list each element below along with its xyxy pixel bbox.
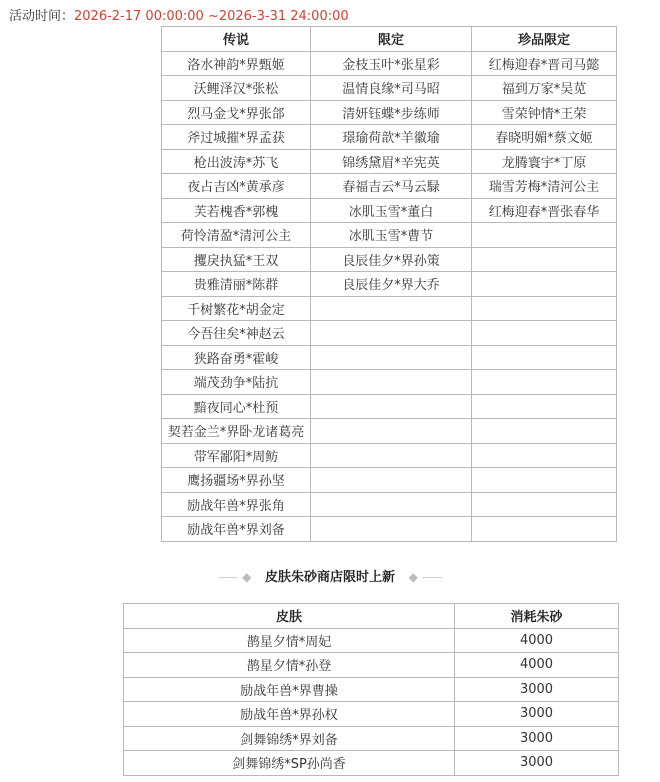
limited-skin-cell <box>311 345 472 370</box>
shop-section-title <box>0 566 660 585</box>
rare-limited-skin-cell <box>472 345 617 370</box>
table-row <box>162 443 617 468</box>
limited-skin-cell: 良辰佳夕*界大乔 <box>311 272 472 297</box>
table-row <box>162 272 617 297</box>
table-row <box>162 468 617 493</box>
table-row <box>124 653 619 678</box>
header-rare-limited: 珍品限定 <box>472 27 617 52</box>
rare-limited-skin-cell <box>472 419 617 444</box>
header-limited: 限定 <box>311 27 472 52</box>
activity-time-label: 活动时间： <box>9 9 75 24</box>
table-row <box>124 628 619 653</box>
table-row <box>162 100 617 125</box>
rare-limited-skin-cell <box>472 492 617 517</box>
legendary-skin-cell: 鹰扬疆场*界孙坚 <box>162 468 311 493</box>
table-row <box>162 247 617 272</box>
diamond-left-icon: ◆ <box>242 570 252 584</box>
shop-title-text: 皮肤朱砂商店限时上新 <box>264 570 395 585</box>
rare-limited-skin-cell: 龙腾寰宇*丁原 <box>472 149 617 174</box>
table-row <box>162 223 617 248</box>
cinnabar-cost-cell: 3000 <box>455 677 619 702</box>
cinnabar-cost-cell: 4000 <box>455 653 619 678</box>
cinnabar-cost-cell: 3000 <box>455 726 619 751</box>
rare-limited-skin-cell <box>472 247 617 272</box>
legendary-skin-cell: 夜占吉凶*黄承彦 <box>162 174 311 199</box>
shop-table-body <box>124 628 619 775</box>
table-row <box>124 677 619 702</box>
rare-limited-skin-cell <box>472 321 617 346</box>
legendary-skin-cell: 今吾往矣*神赵云 <box>162 321 311 346</box>
activity-time <box>9 5 349 24</box>
rare-limited-skin-cell: 福到万家*吴苋 <box>472 76 617 101</box>
limited-skin-cell: 冰肌玉雪*董白 <box>311 198 472 223</box>
divider-left <box>218 577 238 578</box>
limited-skin-cell: 锦绣黛眉*辛宪英 <box>311 149 472 174</box>
legendary-skin-cell: 枪出波涛*苏飞 <box>162 149 311 174</box>
legendary-skin-cell: 芙若槐香*郭槐 <box>162 198 311 223</box>
limited-skin-cell: 金枝玉叶*张星彩 <box>311 51 472 76</box>
table-row <box>162 370 617 395</box>
skin-table-header-row <box>162 27 617 52</box>
table-row <box>162 296 617 321</box>
shop-table <box>123 603 619 776</box>
header-cinnabar-cost: 消耗朱砂 <box>455 604 619 629</box>
limited-skin-cell: 冰肌玉雪*曹节 <box>311 223 472 248</box>
limited-skin-cell <box>311 296 472 321</box>
table-row <box>162 321 617 346</box>
rare-limited-skin-cell: 瑞雪芳梅*清河公主 <box>472 174 617 199</box>
shop-skin-cell: 剑舞锦绣*界刘备 <box>124 726 455 751</box>
legendary-skin-cell: 千树繁花*胡金定 <box>162 296 311 321</box>
divider-right <box>422 577 442 578</box>
legendary-skin-cell: 励战年兽*界张角 <box>162 492 311 517</box>
rare-limited-skin-cell <box>472 370 617 395</box>
legendary-skin-cell: 沃鲤泽汉*张松 <box>162 76 311 101</box>
limited-skin-cell <box>311 443 472 468</box>
shop-table-header-row <box>124 604 619 629</box>
rare-limited-skin-cell <box>472 296 617 321</box>
table-row <box>124 702 619 727</box>
legendary-skin-cell: 贵雅清丽*陈群 <box>162 272 311 297</box>
limited-skin-cell <box>311 370 472 395</box>
legendary-skin-cell: 契若金兰*界卧龙诸葛亮 <box>162 419 311 444</box>
table-row <box>162 76 617 101</box>
table-row <box>162 492 617 517</box>
limited-skin-cell <box>311 419 472 444</box>
limited-skin-cell <box>311 468 472 493</box>
rare-limited-skin-cell <box>472 468 617 493</box>
shop-skin-cell: 励战年兽*界曹操 <box>124 677 455 702</box>
table-row <box>162 149 617 174</box>
legendary-skin-cell: 荷怜清盈*清河公主 <box>162 223 311 248</box>
table-row <box>162 51 617 76</box>
rare-limited-skin-cell: 红梅迎春*晋司马懿 <box>472 51 617 76</box>
shop-skin-cell: 励战年兽*界孙权 <box>124 702 455 727</box>
legendary-skin-cell: 斧过城摧*界孟获 <box>162 125 311 150</box>
table-row <box>124 726 619 751</box>
rare-limited-skin-cell <box>472 394 617 419</box>
rare-limited-skin-cell: 红梅迎春*晋张春华 <box>472 198 617 223</box>
legendary-skin-cell: 烈马金戈*界张郃 <box>162 100 311 125</box>
rare-limited-skin-cell <box>472 272 617 297</box>
limited-skin-cell: 璟瑜荷歆*羊徽瑜 <box>311 125 472 150</box>
header-skin: 皮肤 <box>124 604 455 629</box>
table-row <box>162 345 617 370</box>
shop-skin-cell: 剑舞锦绣*SP孙尚香 <box>124 751 455 776</box>
table-row <box>162 419 617 444</box>
cinnabar-cost-cell: 3000 <box>455 702 619 727</box>
legendary-skin-cell: 洛水神韵*界甄姬 <box>162 51 311 76</box>
legendary-skin-cell: 攫戾执猛*王双 <box>162 247 311 272</box>
rare-limited-skin-cell: 雪荣钟情*王荣 <box>472 100 617 125</box>
limited-skin-cell <box>311 321 472 346</box>
legendary-skin-cell: 励战年兽*界刘备 <box>162 517 311 542</box>
rare-limited-skin-cell <box>472 223 617 248</box>
limited-skin-cell: 春福吉云*马云騄 <box>311 174 472 199</box>
diamond-right-icon: ◆ <box>408 570 418 584</box>
limited-skin-cell <box>311 394 472 419</box>
limited-skin-cell: 清妍钰蝶*步练师 <box>311 100 472 125</box>
cinnabar-cost-cell: 3000 <box>455 751 619 776</box>
cinnabar-cost-cell: 4000 <box>455 628 619 653</box>
skin-table-body <box>162 51 617 541</box>
limited-skin-cell: 良辰佳夕*界孙策 <box>311 247 472 272</box>
table-row <box>162 198 617 223</box>
table-row <box>162 394 617 419</box>
table-row <box>162 174 617 199</box>
legendary-skin-cell: 黯夜同心*杜预 <box>162 394 311 419</box>
legendary-skin-cell: 狭路奋勇*霍峻 <box>162 345 311 370</box>
rare-limited-skin-cell: 春晓明媚*蔡文姬 <box>472 125 617 150</box>
header-legendary: 传说 <box>162 27 311 52</box>
table-row <box>124 751 619 776</box>
shop-skin-cell: 鹊星夕情*周妃 <box>124 628 455 653</box>
table-row <box>162 125 617 150</box>
limited-skin-cell: 温情良缘*司马昭 <box>311 76 472 101</box>
legendary-skin-cell: 端茂劲争*陆抗 <box>162 370 311 395</box>
limited-skin-cell <box>311 492 472 517</box>
legendary-skin-cell: 带军鄙阳*周鲂 <box>162 443 311 468</box>
rare-limited-skin-cell <box>472 443 617 468</box>
skin-table <box>161 26 617 542</box>
limited-skin-cell <box>311 517 472 542</box>
table-row <box>162 517 617 542</box>
shop-skin-cell: 鹊星夕情*孙登 <box>124 653 455 678</box>
activity-date-range: 2026-2-17 00:00:00 ~2026-3-31 24:00:00 <box>74 9 349 24</box>
rare-limited-skin-cell <box>472 517 617 542</box>
